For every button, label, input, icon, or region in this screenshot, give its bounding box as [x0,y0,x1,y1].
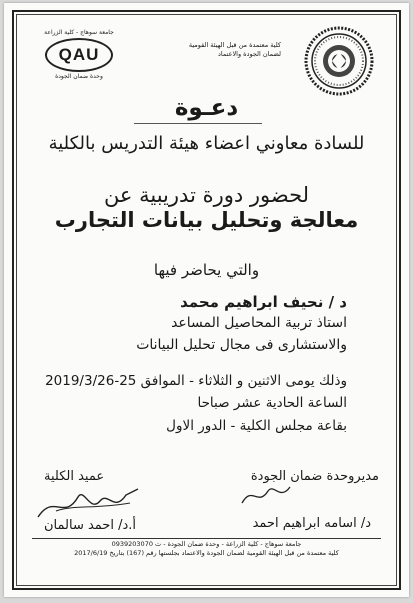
footer-contact-line: جامعة سوهاج - كلية الزراعة - وحدة ضمان الجودة - ت 0939203070 [111,540,302,548]
qau-logo-bottom-text: وحدة ضمان الجودة [55,73,103,80]
qa-director-signature-icon [236,477,296,513]
dean-title: عميد الكلية [44,469,105,484]
dean-name: أ.د/ احمد سالمان [44,518,137,533]
presenter-intro: والتي يحاضر فيها [153,261,260,279]
invitation-document [4,3,409,597]
qa-director-title: مديروحدة ضمان الجودة [250,469,379,484]
event-date: وذلك يومى الاثنين و الثلاثاء - الموافق 25-2019/3/26 [45,373,347,389]
title-divider [134,123,262,124]
accreditation-line-1: كلية معتمدة من قبل الهيئة القومية [188,41,281,49]
accreditation-seal-icon [303,25,375,97]
attend-course-line: لحضور دورة تدريبية عن [103,183,310,207]
qau-logo-acronym: QAU [45,38,113,72]
invitation-title: دعـوة [174,95,239,121]
dean-signature-icon [34,483,144,523]
presenter-role-1: استاذ تربية المحاصيل المساعد [171,315,347,331]
course-topic: معالجة وتحليل بيانات التجارب [54,208,359,232]
footer-accreditation-line: كلية معتمدة من قبل الهيئة القومية لضمان الجودة والاعتماد بجلستها رقم (167) بتاريخ 2017/6/19 [74,549,339,557]
presenter-role-2: والاستشارى فى مجال تحليل البيانات [136,337,347,353]
event-time: الساعة الحادية عشر صباحا [197,395,347,411]
presenter-name: د / نحيف ابراهيم محمد [180,293,347,311]
qa-director-name: د/ اسامه ابراهيم احمد [252,516,371,531]
qau-logo [38,29,120,89]
footer-divider [32,538,381,539]
qau-logo-top-text: جامعة سوهاج - كلية الزراعة [44,29,114,36]
addressee-line: للسادة معاوني اعضاء هيئة التدريس بالكلية [48,133,365,154]
accreditation-line-2: لضمان الجودة والاعتماد [217,50,281,58]
accreditation-header [163,41,281,59]
event-location: بقاعة مجلس الكلية - الدور الاول [166,418,347,434]
